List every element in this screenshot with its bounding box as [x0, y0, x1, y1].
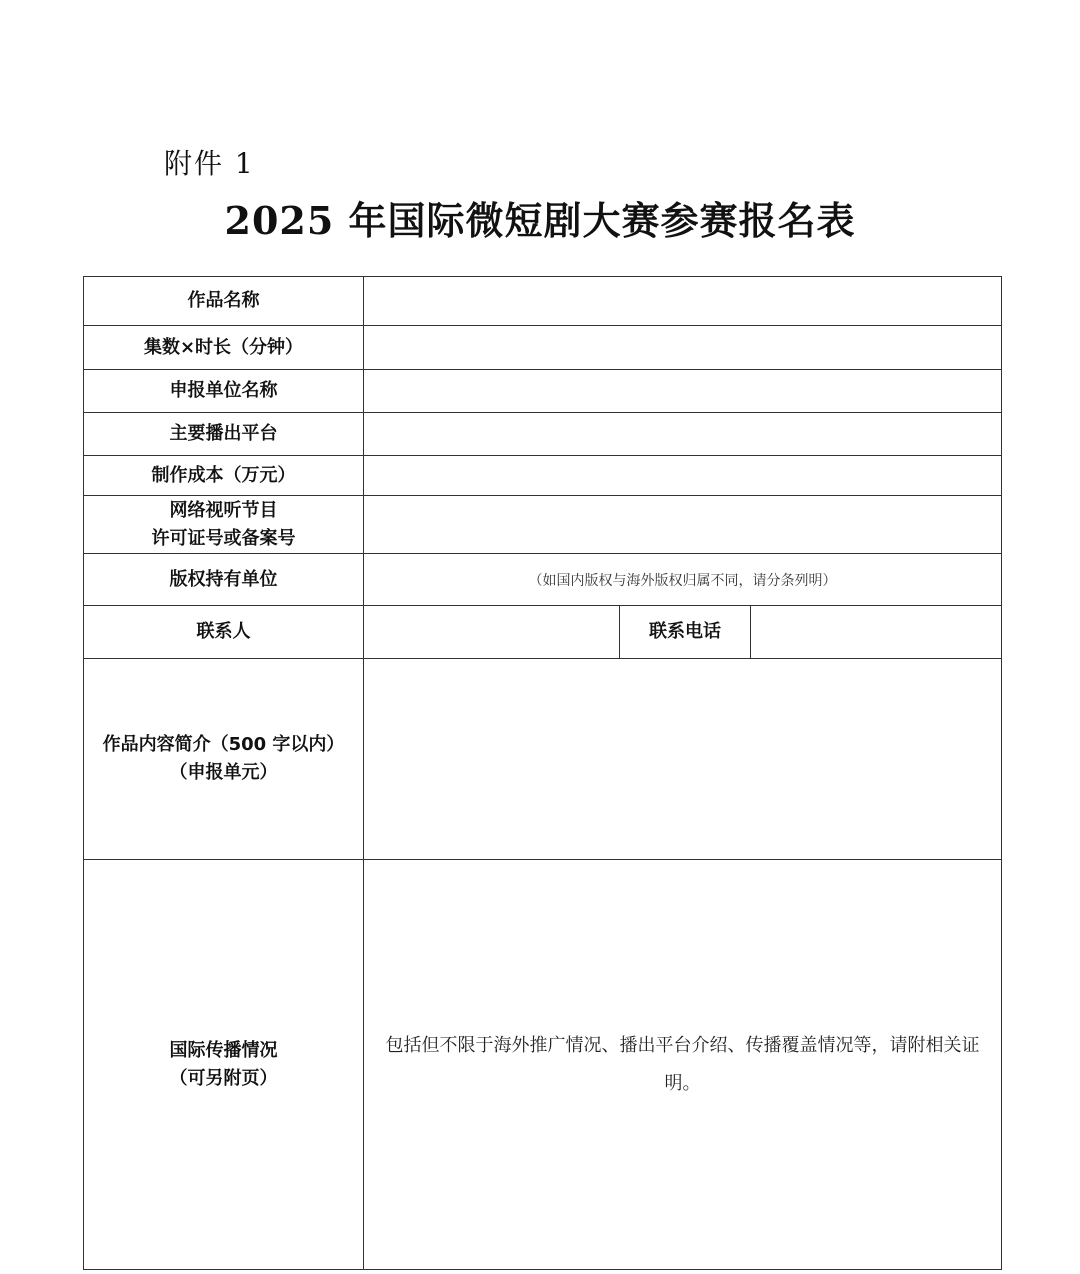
synopsis-label	[84, 659, 364, 860]
license-number-label-line1: 网络视听节目	[169, 499, 278, 521]
applicant-org-field[interactable]	[364, 370, 1002, 413]
synopsis-label-line1: 作品内容简介（500 字以内）	[102, 734, 345, 755]
row-main-platform	[84, 413, 1002, 456]
row-synopsis	[84, 659, 1002, 860]
contact-field[interactable]	[364, 606, 620, 659]
row-international-spread	[84, 860, 1002, 1270]
attachment-label: 附件 1	[164, 147, 255, 180]
copyright-holder-field[interactable]: （如国内版权与海外版权归属不同，请分条列明）	[364, 554, 1002, 606]
production-cost-label: 制作成本（万元）	[84, 456, 364, 496]
row-work-name	[84, 277, 1002, 326]
contact-phone-field[interactable]	[751, 606, 1002, 659]
license-number-label	[84, 496, 364, 554]
license-number-label-line2: 许可证号或备案号	[151, 527, 296, 549]
work-name-field[interactable]	[364, 277, 1002, 326]
synopsis-label-line2: （申报单元）	[169, 762, 278, 783]
main-platform-field[interactable]	[364, 413, 1002, 456]
production-cost-field[interactable]	[364, 456, 1002, 496]
international-spread-label	[84, 860, 364, 1270]
row-production-cost	[84, 456, 1002, 496]
row-applicant-org	[84, 370, 1002, 413]
registration-form-table	[83, 276, 1002, 1270]
synopsis-field[interactable]	[364, 659, 1002, 860]
contact-label: 联系人	[84, 606, 364, 659]
row-episodes-duration	[84, 326, 1002, 370]
row-copyright-holder	[84, 554, 1002, 606]
international-spread-field[interactable]: 包括但不限于海外推广情况、播出平台介绍、传播覆盖情况等，请附相关证明。	[364, 860, 1002, 1270]
row-contact	[84, 606, 1002, 659]
international-spread-label-line2: （可另附页）	[169, 1067, 278, 1089]
copyright-holder-label: 版权持有单位	[84, 554, 364, 606]
applicant-org-label: 申报单位名称	[84, 370, 364, 413]
row-license-number	[84, 496, 1002, 554]
contact-phone-label: 联系电话	[620, 606, 751, 659]
work-name-label: 作品名称	[84, 277, 364, 326]
form-title: 2025 年国际微短剧大赛参赛报名表	[224, 198, 856, 243]
episodes-duration-field[interactable]	[364, 326, 1002, 370]
license-number-field[interactable]	[364, 496, 1002, 554]
international-spread-label-line1: 国际传播情况	[169, 1039, 278, 1061]
episodes-duration-label: 集数×时长（分钟）	[84, 326, 364, 370]
main-platform-label: 主要播出平台	[84, 413, 364, 456]
